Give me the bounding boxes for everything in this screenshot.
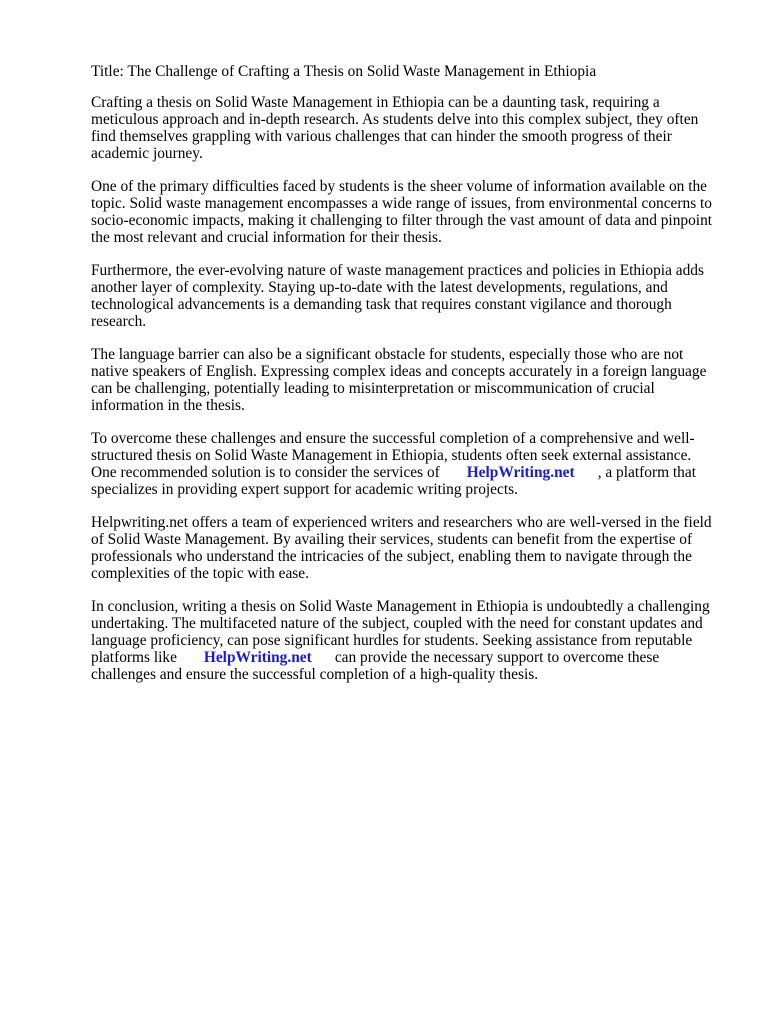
paragraph-text: One recommended solution is to consider the services of	[91, 464, 440, 481]
helpwriting-link[interactable]: HelpWriting.net	[466, 464, 575, 481]
paragraph-line: can be challenging, potentially leading to misinterpretation or miscommunication of crucial	[91, 380, 655, 397]
paragraph-line: of Solid Waste Management. By availing their services, students can benefit from the expertise of	[91, 531, 693, 548]
paragraph-line: meticulous approach and in-depth research. As students delve into this complex subject, they often	[91, 111, 699, 128]
paragraph-5	[91, 430, 731, 498]
paragraph-line: structured thesis on Solid Waste Management in Ethiopia, students often seek external assistance.	[91, 447, 692, 464]
paragraph-line: Furthermore, the ever-evolving nature of waste management practices and policies in Ethiopia adds	[91, 262, 704, 279]
paragraph-text: , a platform that	[597, 464, 696, 481]
paragraph-4	[91, 346, 731, 414]
paragraph-text: can provide the necessary support to overcome these	[334, 649, 660, 666]
paragraph-2	[91, 178, 731, 246]
paragraph-line: undertaking. The multifaceted nature of the subject, coupled with the need for constant updates and	[91, 615, 703, 632]
paragraph-line: technological advancements is a demanding task that requires constant vigilance and thorough	[91, 296, 672, 313]
paragraph-line: find themselves grappling with various challenges that can hinder the smooth progress of their	[91, 128, 672, 145]
paragraph-1	[91, 94, 731, 162]
paragraph-line: topic. Solid waste management encompasses a wide range of issues, from environmental concerns to	[91, 195, 713, 212]
paragraph-line: challenges and ensure the successful completion of a high-quality thesis.	[91, 666, 539, 683]
paragraph-3	[91, 262, 731, 330]
paragraph-line: professionals who understand the intricacies of the subject, enabling them to navigate through the	[91, 548, 692, 565]
paragraph-7	[91, 598, 731, 683]
paragraph-line: socio-economic impacts, making it challenging to filter through the vast amount of data and pinpoint	[91, 212, 713, 229]
document-title	[91, 63, 731, 80]
paragraph-line: Helpwriting.net offers a team of experienced writers and researchers who are well-versed in the field	[91, 514, 712, 531]
paragraph-line: another layer of complexity. Staying up-to-date with the latest developments, regulations, and	[91, 279, 668, 296]
paragraph-line: native speakers of English. Expressing complex ideas and concepts accurately in a foreign language	[91, 363, 707, 380]
paragraph-line: The language barrier can also be a significant obstacle for students, especially those who are not	[91, 346, 684, 363]
helpwriting-link[interactable]: HelpWriting.net	[203, 649, 312, 666]
paragraph-line: In conclusion, writing a thesis on Solid Waste Management in Ethiopia is undoubtedly a challenging	[91, 598, 710, 615]
paragraph-line: Crafting a thesis on Solid Waste Management in Ethiopia can be a daunting task, requiring a	[91, 94, 660, 111]
paragraph-line: complexities of the topic with ease.	[91, 565, 309, 582]
paragraph-line: To overcome these challenges and ensure the successful completion of a comprehensive and well-	[91, 430, 695, 447]
paragraph-line-with-link	[91, 649, 731, 666]
paragraph-line: language proficiency, can pose significant hurdles for students. Seeking assistance from reputable	[91, 632, 693, 649]
paragraph-line: specializes in providing expert support for academic writing projects.	[91, 481, 518, 498]
paragraph-text: platforms like	[91, 649, 177, 666]
paragraph-line: One of the primary difficulties faced by students is the sheer volume of information available on the	[91, 178, 708, 195]
paragraph-line: the most relevant and crucial information for their thesis.	[91, 229, 442, 246]
paragraph-line-with-link	[91, 464, 731, 481]
paragraph-line: research.	[91, 313, 147, 330]
paragraph-line: information in the thesis.	[91, 397, 245, 414]
paragraph-6	[91, 514, 731, 582]
paragraph-line: academic journey.	[91, 145, 203, 162]
title-line: Title: The Challenge of Crafting a Thesis on Solid Waste Management in Ethiopia	[91, 63, 597, 80]
